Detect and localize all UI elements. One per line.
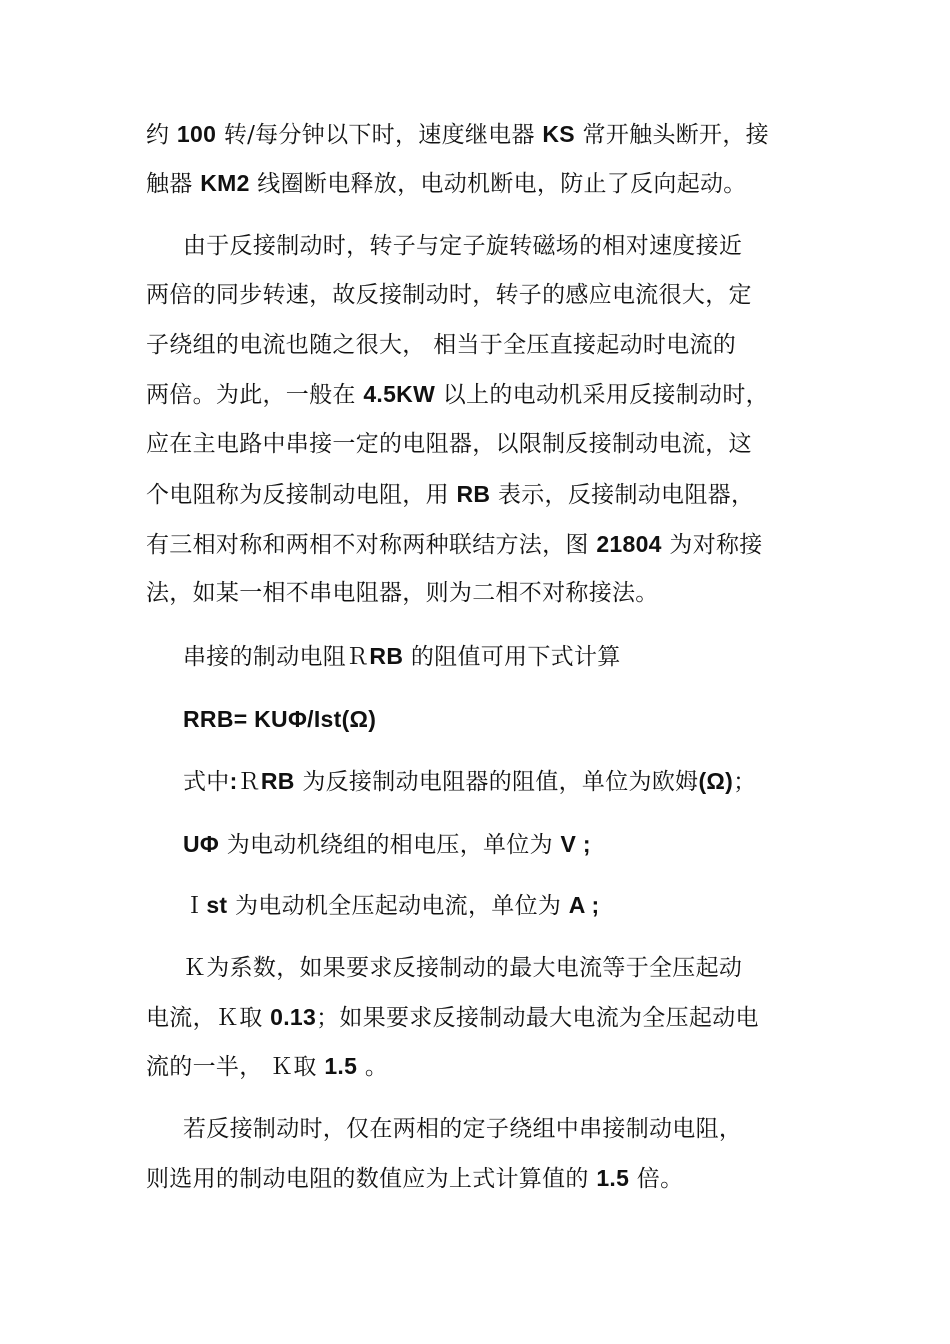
text-line [146, 1002, 759, 1033]
text-run: 为对称接 [661, 532, 763, 558]
text-run: 有三相对称和两相不对称两种联结方法，图 [146, 532, 597, 558]
text-line [146, 168, 747, 199]
text-line [183, 829, 591, 860]
bold-run: 21804 [596, 531, 662, 557]
text-line [146, 330, 736, 360]
text-line [183, 231, 742, 261]
text-run: 为反接制动电阻器的阻值，单位为欧姆 [294, 769, 699, 795]
text-line [183, 1114, 742, 1144]
text-run: 两倍的同步转速，故反接制动时，转子的感应电流很大，定 [146, 282, 752, 308]
text-run: 表示，反接制动电阻器， [490, 482, 755, 508]
text-run: 。 [357, 1054, 389, 1080]
text-run: 线圈断电释放，电动机断电，防止了反向起动。 [249, 171, 747, 197]
bold-run: 100 [176, 121, 217, 147]
text-run: 应在主电路中串接一定的电阻器，以限制反接制动电流，这 [146, 431, 752, 457]
text-run: 两倍。为此，一般在 [146, 382, 364, 408]
text-run: 为电动机绕组的相电压，单位为 [219, 832, 561, 858]
formula-text: RRB= KUΦ/Ist(Ω) [183, 706, 377, 732]
text-line [183, 890, 600, 921]
bold-run: st [206, 892, 228, 918]
text-line [146, 379, 769, 410]
bold-run: 0.13 [270, 1004, 317, 1030]
text-line [146, 479, 754, 510]
text-line [146, 119, 769, 150]
text-run: 式中 [183, 769, 230, 795]
text-run: 流的一半， Ｋ取 [146, 1054, 325, 1080]
text-run: 倍。 [629, 1166, 684, 1192]
text-line [146, 578, 659, 608]
text-line [146, 529, 763, 560]
text-line [183, 641, 621, 672]
bold-run: 4.5KW [363, 381, 436, 407]
text-run: 则选用的制动电阻的数值应为上式计算值的 [146, 1166, 597, 1192]
text-run: Ｋ为系数，如果要求反接制动的最大电流等于全压起动 [183, 955, 743, 981]
formula-line [183, 704, 376, 735]
text-run: 个电阻称为反接制动电阻，用 [146, 482, 457, 508]
text-run: 串接的制动电阻Ｒ [183, 644, 370, 670]
bold-run: RB [260, 768, 295, 794]
bold-run: RB [456, 481, 491, 507]
text-run: 法，如某一相不串电阻器，则为二相不对称接法。 [146, 580, 659, 606]
text-run: 常开触头断开，接 [574, 122, 769, 148]
bold-run: V ; [560, 831, 591, 857]
text-run: 由于反接制动时，转子与定子旋转磁场的相对速度接近 [183, 233, 743, 259]
bold-run: KS [542, 121, 575, 147]
bold-run: 1.5 [324, 1053, 358, 1079]
text-line [146, 1051, 388, 1082]
text-run: Ｉ [183, 893, 207, 919]
text-run: 若反接制动时，仅在两相的定子绕组中串接制动电阻， [183, 1116, 743, 1142]
text-run: ；如果要求反接制动最大电流为全压起动电 [316, 1005, 759, 1031]
bold-run: UΦ [183, 831, 220, 857]
text-run: 以上的电动机采用反接制动时， [435, 382, 769, 408]
bold-run: : [229, 768, 238, 794]
text-run: ； [733, 769, 757, 795]
text-run: 约 [146, 122, 177, 148]
text-run: 为电动机全压起动电流，单位为 [227, 893, 569, 919]
text-line [183, 766, 756, 797]
bold-run: KM2 [200, 170, 250, 196]
text-line [183, 953, 742, 983]
text-run: 转/每分钟以下时，速度继电器 [216, 122, 543, 148]
text-run: 触器 [146, 171, 201, 197]
text-run: 子绕组的电流也随之很大， 相当于全压直接起动时电流的 [146, 332, 737, 358]
text-line [146, 280, 752, 310]
text-line [146, 429, 752, 459]
bold-run: RB [369, 643, 404, 669]
text-run: 的阻值可用下式计算 [403, 644, 621, 670]
text-line [146, 1163, 683, 1194]
text-run: Ｒ [237, 769, 261, 795]
bold-run: (Ω) [698, 768, 734, 794]
bold-run: 1.5 [596, 1165, 630, 1191]
text-run: 电流，Ｋ取 [146, 1005, 271, 1031]
bold-run: A ; [568, 892, 600, 918]
